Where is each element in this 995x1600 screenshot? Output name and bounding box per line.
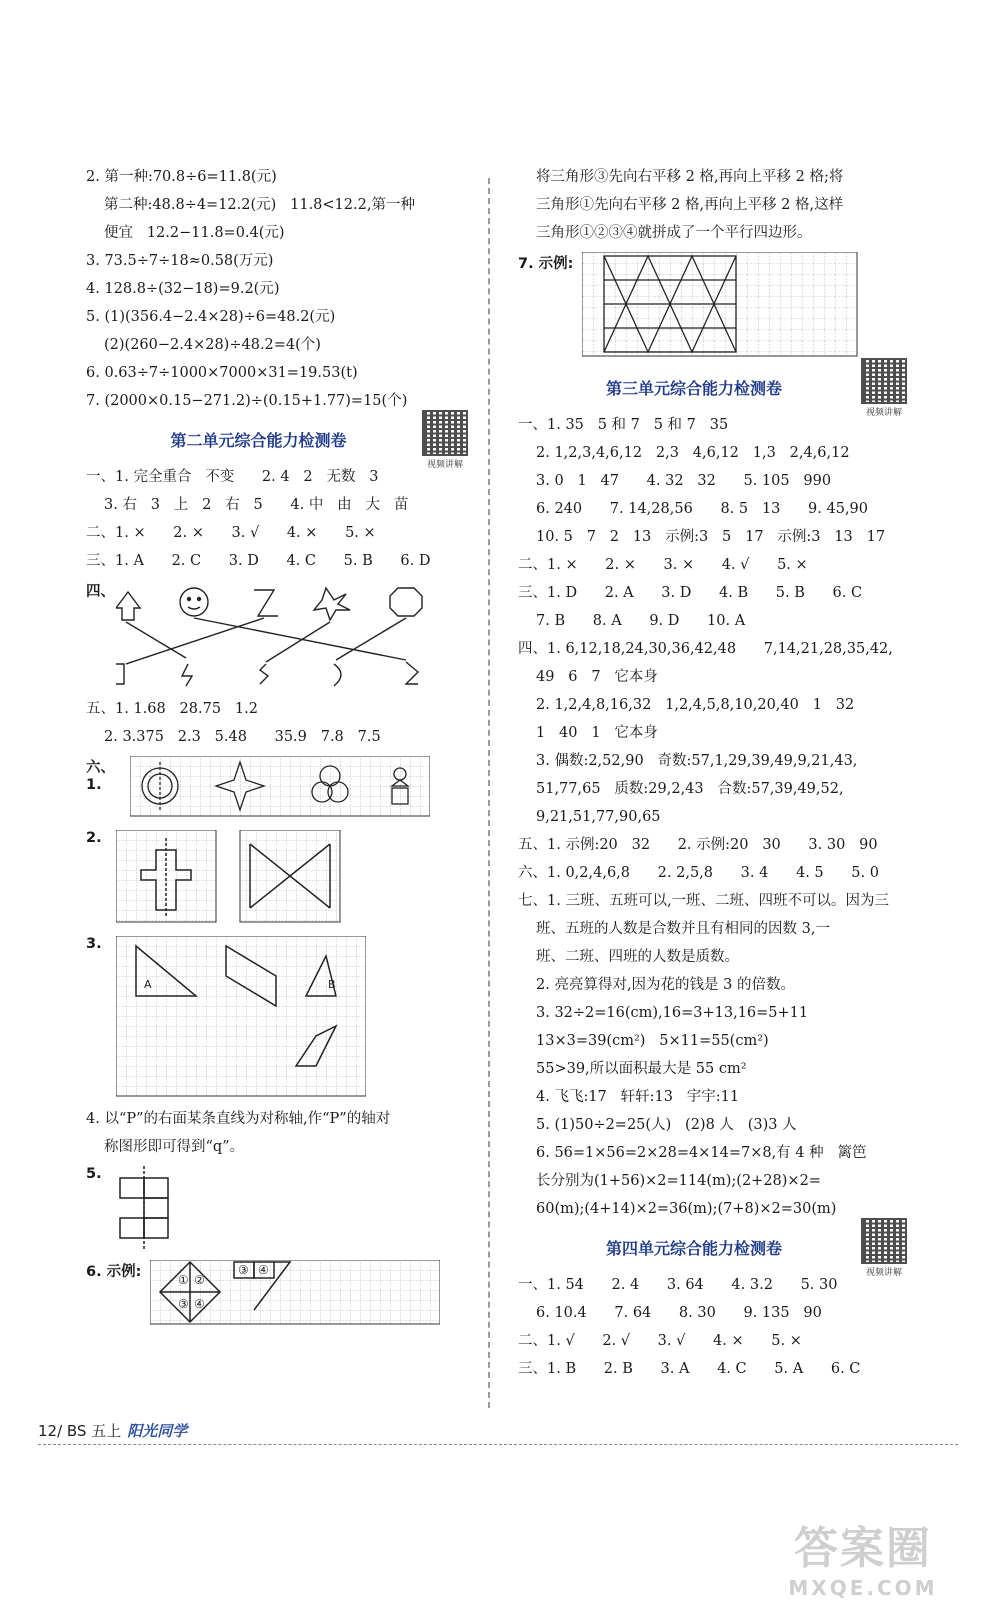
question-label: 2. [86,830,102,846]
answer-line: 6. 240 7. 14,28,56 8. 5 13 9. 45,90 [536,501,868,517]
qr-code-icon [861,358,907,404]
matching-lines-svg [116,580,456,690]
answer-line: 5. (1)50÷2=25(人) (2)8 人 (3)3 人 [536,1117,797,1133]
matching-figure [86,580,471,690]
triangle-puzzle-figure-6 [86,1260,471,1330]
answer-line: 七、1. 三班、五班可以,一班、二班、四班不可以。因为三 [518,893,890,909]
answer-line: 长分别为(1+56)×2=114(m);(2+28)×2= [536,1173,821,1189]
grid-figure-svg [116,936,366,1100]
cube-net-figure-5 [86,1166,471,1250]
column-divider [488,178,490,1408]
answer-line: 二、1. × 2. × 3. √ 4. × 5. × [86,525,376,541]
answer-line: 3. 偶数:2,52,90 奇数:57,1,29,39,49,9,21,43, [536,753,858,769]
qr-code-icon [861,1218,907,1264]
answer-line: 9,21,51,77,90,65 [536,809,661,825]
section-header-unit2 [86,420,471,470]
answer-line: 3. 32÷2=16(cm),16=3+13,16=5+11 [536,1005,809,1021]
section-title: 第二单元综合能力检测卷 [170,431,347,450]
answer-line: 二、1. × 2. × 3. × 4. √ 5. × [518,557,808,573]
triangle-label: ③ [238,1263,249,1277]
triangle-label: ④ [258,1263,269,1277]
answer-line: 4. 128.8÷(32−18)=9.2(元) [86,281,280,297]
net-figure-svg [116,1166,196,1250]
answer-line: 49 6 7 它本身 [536,669,658,685]
answer-line: 一、1. 35 5 和 7 5 和 7 35 [518,417,729,433]
answer-line: 2. 1,2,3,4,6,12 2,3 4,6,12 1,3 2,4,6,12 [536,445,850,461]
answer-line: 4. 以“P”的右面某条直线为对称轴,作“P”的轴对 [86,1111,391,1127]
answer-line: 二、1. √ 2. √ 3. √ 4. × 5. × [518,1333,802,1349]
watermark-text: 答案圈 [794,1523,932,1574]
smiley-shape-icon [180,588,208,616]
answer-line: 一、1. 54 2. 4 3. 64 4. 3.2 5. 30 [518,1277,838,1293]
answer-line: 一、1. 完全重合 不变 2. 4 2 无数 3 [86,469,379,485]
section-header-unit4 [518,1228,910,1278]
octagon-shape-icon [390,588,422,616]
hourglass-shape-icon [254,590,278,616]
answer-line: 2. 1,2,4,8,16,32 1,2,4,5,8,10,20,40 1 32 [536,697,855,713]
qr-label: 视频讲解 [865,408,902,418]
answer-line: 10. 5 7 2 13 示例:3 5 17 示例:3 13 17 [536,529,886,545]
qr-label: 视频讲解 [865,1268,902,1278]
answer-line: 三、1. A 2. C 3. D 4. C 5. B 6. D [86,553,431,569]
symmetry-figure-2 [86,830,471,926]
qr-label: 视频讲解 [426,460,463,470]
answer-line: 6. 0.63÷7÷1000×7000×31=19.53(t) [86,365,358,381]
answer-line: 60(m);(4+14)×2=36(m);(7+8)×2=30(m) [536,1201,837,1217]
answer-line: 将三角形③先向右平移 2 格,再向上平移 2 格;将 [536,169,844,185]
answer-line: 3. 右 3 上 2 右 5 4. 中 由 大 苗 [104,497,409,513]
qr-code[interactable] [419,410,471,470]
parallelogram-tiling-figure-7 [518,252,910,358]
answer-line: 55>39,所以面积最大是 55 cm² [536,1061,747,1077]
figure-label-b: B [328,978,336,991]
answer-line: 五、1. 示例:20 32 2. 示例:20 30 3. 30 90 [518,837,878,853]
figure-label-a: A [144,978,152,991]
footer-rule [38,1444,958,1445]
answer-line: 7. B 8. A 9. D 10. A [536,613,746,629]
answer-line: 3. 73.5÷7÷18≈0.58(万元) [86,253,274,269]
triangle-label: ④ [194,1297,205,1311]
triangle-label: ② [194,1273,205,1287]
footer-page-label [38,1420,187,1441]
answer-line: 班、五班的人数是合数并且有相同的因数 3,一 [536,921,830,937]
right-column [518,168,910,1388]
answer-line: 5. (1)(356.4−2.4×28)÷6=48.2(元) [86,309,336,325]
symmetry-figure-1 [86,756,471,820]
answer-line: 班、二班、四班的人数是质数。 [536,949,739,965]
grid-figure-svg [116,830,356,926]
left-column [86,168,471,1340]
question-label: 3. [86,936,102,952]
answer-line: (2)(260−2.4×28)÷48.2=4(个) [104,337,321,353]
answer-line: 2. 3.375 2.3 5.48 35.9 7.8 7.5 [104,729,381,745]
section-header-unit3 [518,368,910,418]
grid-figure-svg [130,756,430,820]
question-label: 六、1. [86,760,115,793]
page-footer [38,1420,958,1444]
answer-line: 7. (2000×0.15−271.2)÷(0.15+1.77)=15(个) [86,393,408,409]
half-shape-icon [116,664,124,684]
section-title: 第三单元综合能力检测卷 [605,379,782,398]
star-shape-icon [314,588,350,620]
question-label: 7. 示例: [518,256,574,272]
watermark-logo [753,1512,973,1600]
answer-line: 1 40 1 它本身 [536,725,658,741]
answer-line: 2. 亮亮算得对,因为花的钱是 3 的倍数。 [536,977,795,993]
translation-figure-3 [86,936,471,1100]
answer-line: 2. 第一种:70.8÷6=11.8(元) [86,169,277,185]
triangle-label: ③ [178,1297,189,1311]
qr-code[interactable] [858,1218,910,1278]
watermark-url: MXQE.COM [788,1576,938,1600]
answer-line: 3. 0 1 47 4. 32 32 5. 105 990 [536,473,832,489]
qr-code[interactable] [858,358,910,418]
half-shape-icon [406,662,418,684]
question-label: 5. [86,1166,102,1182]
answer-line: 三角形①②③④就拼成了一个平行四边形。 [536,225,812,241]
answer-line: 五、1. 1.68 28.75 1.2 [86,701,258,717]
answer-line: 四、1. 6,12,18,24,30,36,42,48 7,14,21,28,35,42, [518,641,893,657]
qr-code-icon [422,410,468,456]
half-shape-icon [182,664,192,686]
section-title: 第四单元综合能力检测卷 [605,1239,782,1258]
answer-line: 第二种:48.8÷4=12.2(元) 11.8<12.2,第一种 [104,197,415,213]
answer-line: 称图形即可得到“q”。 [104,1139,245,1155]
question-label: 6. 示例: [86,1264,142,1280]
grid-figure-svg [150,1260,440,1330]
triangle-label: ① [178,1273,189,1287]
half-shape-icon [260,664,268,684]
page-number: 12/ BS 五上 [38,1422,122,1440]
tiling-figure-svg [582,252,862,358]
answer-line: 51,77,65 质数:29,2,43 合数:57,39,49,52, [536,781,844,797]
answer-line: 便宜 12.2−11.8=0.4(元) [104,225,285,241]
answer-line: 13×3=39(cm²) 5×11=55(cm²) [536,1033,769,1049]
answer-line: 三角形①先向右平移 2 格,再向上平移 2 格,这样 [536,197,844,213]
question-label: 四、 [86,584,115,600]
answer-line: 三、1. B 2. B 3. A 4. C 5. A 6. C [518,1361,861,1377]
half-shape-icon [334,664,341,686]
arrow-shape-icon [116,592,140,620]
answer-line: 六、1. 0,2,4,6,8 2. 2,5,8 3. 4 4. 5 5. 0 [518,865,879,881]
answer-line: 6. 10.4 7. 64 8. 30 9. 135 90 [536,1305,822,1321]
answer-line: 6. 56=1×56=2×28=4×14=7×8,有 4 种 篱笆 [536,1145,867,1161]
answer-line: 三、1. D 2. A 3. D 4. B 5. B 6. C [518,585,863,601]
answer-line: 4. 飞飞:17 轩轩:13 宇宇:11 [536,1089,740,1105]
brand-logo: 阳光同学 [127,1422,188,1440]
